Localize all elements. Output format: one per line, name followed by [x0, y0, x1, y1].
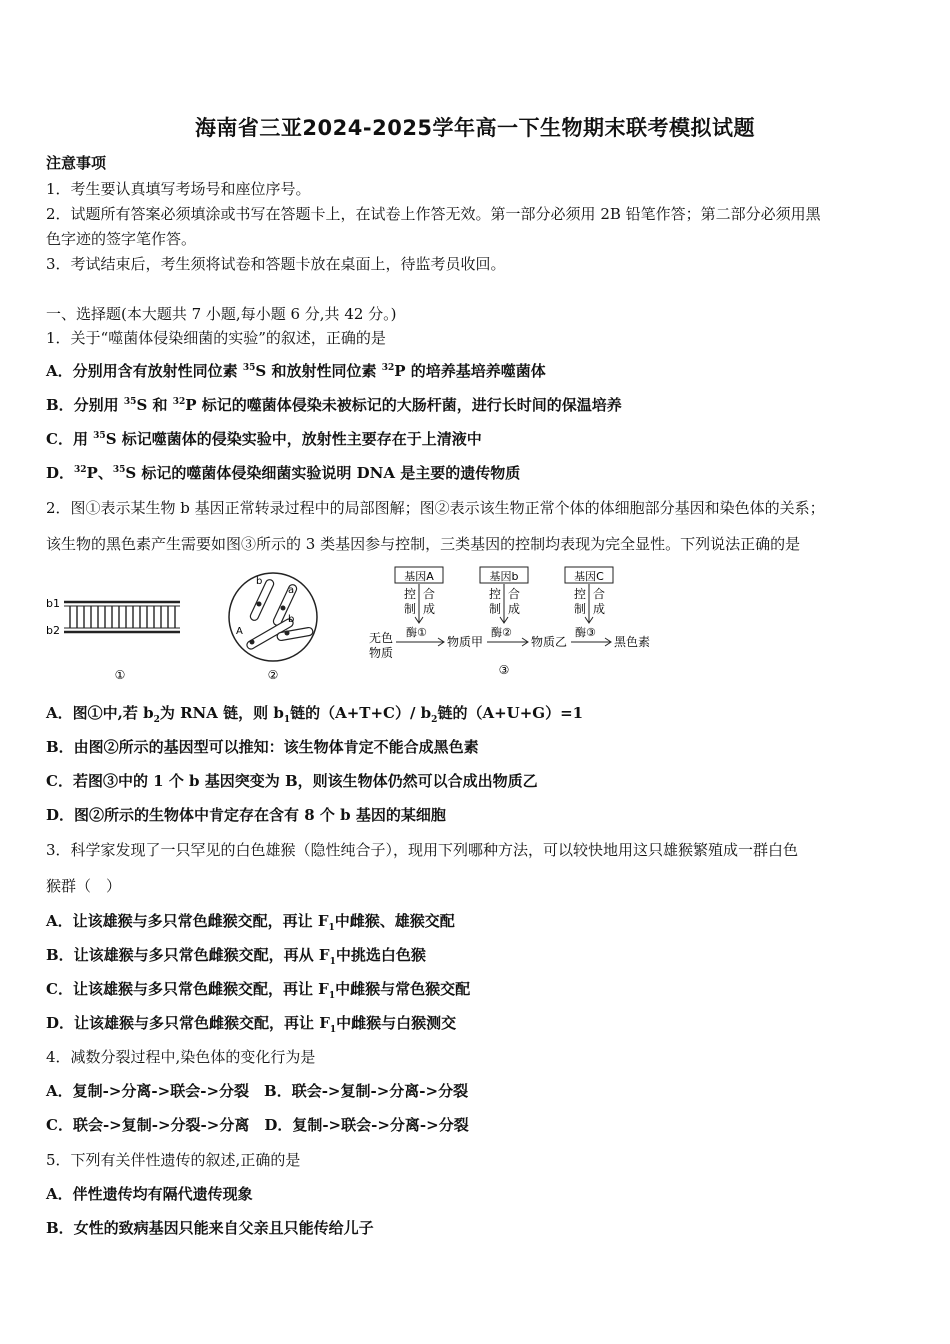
q1-option-a: A．分别用含有放射性同位素 $^{35}$S 和放射性同位素 $^{32}$P 的培养基培养噬菌体 — [46, 362, 546, 380]
q2-option-a: A．图①中,若 $b_2$为 RNA 链，则 $b_1$链的（A+T+C）/ $b_2$链的（A+U+G）=1 — [46, 704, 584, 725]
control-label: 合 — [508, 587, 521, 601]
gene-label: a — [288, 585, 295, 596]
figure-2-caption: ② — [267, 668, 279, 682]
gene-b: 基因b — [489, 570, 519, 583]
control-label: 制 — [489, 602, 502, 616]
q3-option-d: D．让该雄猴与多只常色雌猴交配，再让 $F_1$中雌猴与白猴测交 — [46, 1014, 457, 1035]
strand-label-b1: b1 — [46, 597, 60, 610]
base-pairs — [70, 606, 175, 628]
substance-colorless: 无色 — [369, 631, 394, 645]
gene-c: 基因C — [574, 570, 604, 583]
strand-label-b2: b2 — [46, 624, 60, 637]
control-label: 控 — [489, 587, 502, 601]
q2-option-c: C．若图③中的 1 个 b 基因突变为 B，则该生物体仍然可以合成出物质乙 — [46, 772, 538, 790]
melanin: 黑色素 — [614, 635, 651, 649]
q4-options-ab: A．复制->分离->联会->分裂 B．联会->复制->分离->分裂 — [46, 1082, 469, 1100]
notice-item: 色字迹的签字笔作答。 — [46, 230, 197, 248]
gene-label: b — [288, 614, 295, 625]
q3-stem: 3．科学家发现了一只罕见的白色雄猴（隐性纯合子），现用下列哪种方法，可以较快地用这只雄猴繁殖成一群白色 — [46, 841, 799, 859]
notice-heading: 注意事项 — [46, 154, 107, 172]
q3-option-b: B．让该雄猴与多只常色雌猴交配，再从 $F_1$中挑选白色猴 — [46, 946, 426, 967]
substance-a: 物质甲 — [447, 635, 484, 649]
q3-option-a: A．让该雄猴与多只常色雌猴交配，再让 $F_1$中雌猴、雄猴交配 — [46, 912, 455, 933]
substance-colorless: 物质 — [369, 646, 394, 660]
q3-stem: 猴群（ ） — [46, 877, 122, 895]
control-label: 制 — [574, 602, 587, 616]
enzyme-2: 酶② — [491, 626, 512, 639]
q5-stem: 5．下列有关伴性遗传的叙述,正确的是 — [46, 1151, 301, 1169]
enzyme-3: 酶③ — [575, 626, 596, 639]
section-heading: 一、选择题(本大题共 7 小题,每小题 6 分,共 42 分。) — [46, 305, 397, 323]
notice-item: 1．考生要认真填写考场号和座位序号。 — [46, 180, 311, 198]
enzyme-1: 酶① — [406, 626, 427, 639]
substance-b: 物质乙 — [531, 635, 568, 649]
gene-label: A — [236, 626, 243, 637]
figure-2 — [229, 573, 317, 682]
notice-item: 3．考试结束后，考生须将试卷和答题卡放在桌面上，待监考员收回。 — [46, 255, 506, 273]
gene-a: 基因A — [404, 570, 434, 583]
figure-1-caption: ① — [114, 668, 126, 682]
q4-options-cd: C．联会->复制->分裂->分离 D．复制->联会->分离->分裂 — [46, 1116, 469, 1134]
control-label: 合 — [593, 587, 606, 601]
figure-1 — [46, 597, 180, 682]
q1-option-d: D．$^{32}$P、$^{35}$S 标记的噬菌体侵染细菌实验说明 DNA 是主要的遗传物质 — [46, 464, 521, 482]
control-label: 控 — [574, 587, 587, 601]
control-label: 成 — [593, 602, 606, 616]
q5-option-a: A．伴性遗传均有隔代遗传现象 — [46, 1185, 253, 1203]
figure-3-caption: ③ — [498, 663, 510, 677]
q1-option-c: C．用 $^{35}$S 标记噬菌体的侵染实验中，放射性主要存在于上清液中 — [46, 430, 482, 448]
control-label: 制 — [404, 602, 417, 616]
q2-option-d: D．图②所示的生物体中肯定存在含有 8 个 b 基因的某细胞 — [46, 806, 446, 824]
gene-label: b — [256, 576, 263, 587]
q2-option-b: B．由图②所示的基因型可以推知：该生物体肯定不能合成黑色素 — [46, 738, 479, 756]
control-label: 合 — [423, 587, 436, 601]
pathway-arrows — [396, 638, 611, 646]
q5-option-b: B．女性的致病基因只能来自父亲且只能传给儿子 — [46, 1219, 374, 1237]
q1-stem: 1．关于“噬菌体侵染细菌的实验”的叙述，正确的是 — [46, 329, 386, 347]
control-label: 成 — [423, 602, 436, 616]
notice-item: 2．试题所有答案必须填涂或书写在答题卡上，在试卷上作答无效。第一部分必须用 2B 铅笔作答；第二部分必须用黑 — [46, 205, 821, 223]
q2-figure — [40, 560, 680, 690]
page-title: 海南省三亚2024-2025学年高一下生物期末联考模拟试题 — [194, 116, 756, 140]
control-label: 控 — [404, 587, 417, 601]
control-label: 成 — [508, 602, 521, 616]
q3-option-c: C．让该雄猴与多只常色雌猴交配，再让 $F_1$中雌猴与常色猴交配 — [46, 980, 471, 1001]
q2-stem: 2．图①表示某生物 b 基因正常转录过程中的局部图解；图②表示该生物正常个体的体细胞部分基因和染色体的关系； — [46, 499, 825, 517]
q1-option-b: B．分别用 $^{35}$S 和 $^{32}$P 标记的噬菌体侵染未被标记的大肠杆菌，进行长时间的保温培养 — [46, 396, 622, 414]
q4-stem: 4．减数分裂过程中,染色体的变化行为是 — [46, 1048, 316, 1066]
figure-3 — [369, 567, 650, 677]
q2-stem: 该生物的黑色素产生需要如图③所示的 3 类基因参与控制，三类基因的控制均表现为完全显性。下列说法正确的是 — [46, 535, 801, 553]
